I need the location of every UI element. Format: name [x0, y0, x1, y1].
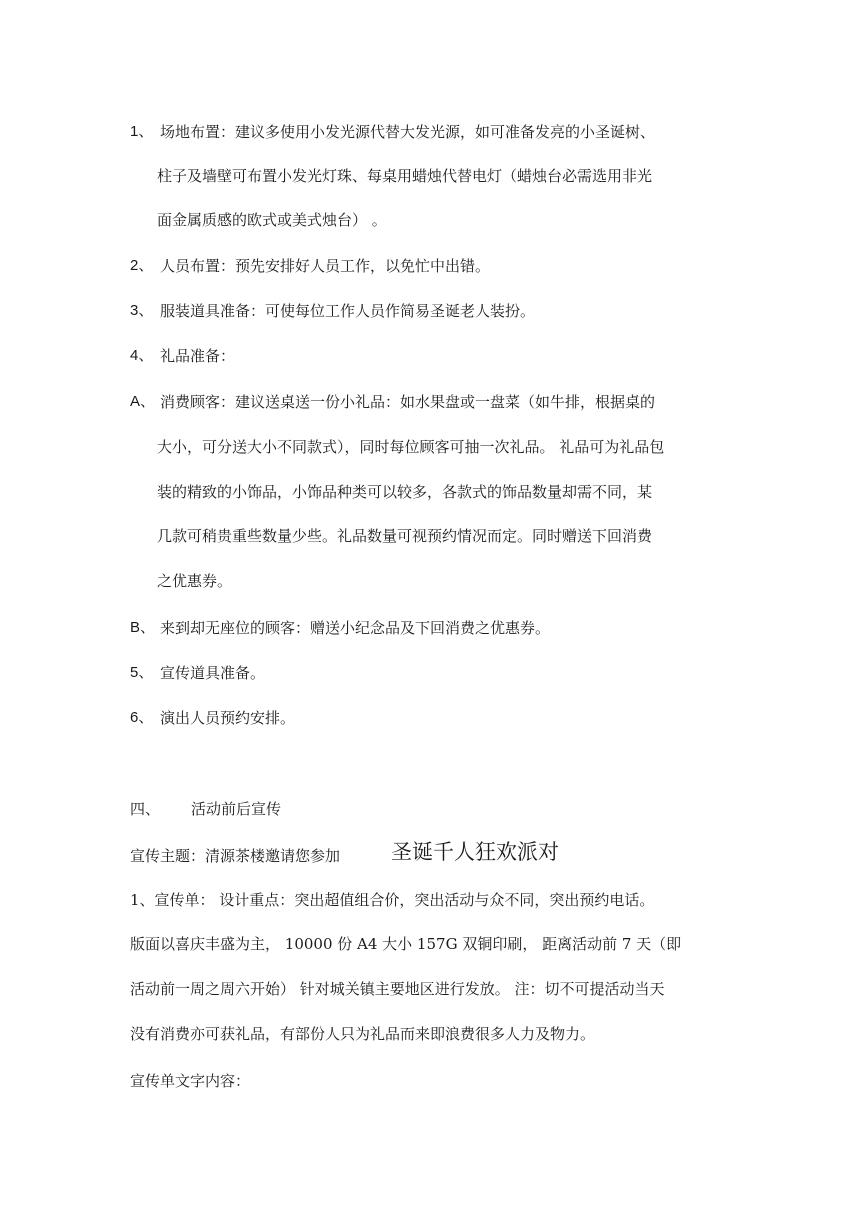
section-title: 活动前后宣传: [191, 800, 282, 818]
item-number: 6、: [130, 709, 154, 726]
item-text: 柱子及墙壁可布置小发光灯珠、每桌用蜡烛代替电灯（蜡烛台必需选用非光: [157, 167, 653, 185]
paragraph-text: 1、宣传单： 设计重点：突出超值组合价，突出活动与众不同，突出预约电话。: [130, 891, 655, 909]
paragraph-text: 宣传单文字内容：: [130, 1072, 251, 1090]
theme-title: 圣诞千人狂欢派对: [391, 840, 559, 864]
item-text: 礼品准备：: [160, 347, 236, 365]
item-text: 几款可稍贵重些数量少些。礼品数量可视预约情况而定。同时赠送下回消费: [157, 527, 653, 545]
item-text: 服装道具准备：可使每位工作人员作简易圣诞老人装扮。: [160, 302, 536, 320]
paragraph-text: 没有消费亦可获礼品，有部份人只为礼品而来即浪费很多人力及物力。: [130, 1025, 596, 1043]
item-number: A、: [130, 393, 156, 410]
item-text: 人员布置：预先安排好人员工作，以免忙中出错。: [160, 257, 491, 275]
item-number: 5、: [130, 664, 154, 681]
item-text: 场地布置：建议多使用小发光源代替大发光源，如可准备发亮的小圣诞树、: [160, 123, 656, 141]
item-text: 装的精致的小饰品，小饰品种类可以较多，各款式的饰品数量却需不同，某: [157, 483, 653, 501]
item-text: 大小，可分送大小不同款式），同时每位顾客可抽一次礼品。 礼品可为礼品包: [157, 438, 665, 456]
item-number: 1、: [130, 123, 154, 140]
item-number: 4、: [130, 347, 154, 364]
paragraph-text: 活动前一周之周六开始） 针对城关镇主要地区进行发放。 注：切不可提活动当天: [130, 980, 665, 998]
theme-label: 宣传主题：清源茶楼邀请您参加: [130, 847, 341, 865]
section-number: 四、: [130, 800, 161, 818]
item-text: 消费顾客：建议送桌送一份小礼品：如水果盘或一盘菜（如牛排，根据桌的: [160, 393, 656, 411]
paragraph-text: 版面以喜庆丰盛为主， 10000 份 A4 大小 157G 双铜印刷， 距离活动前 7 天（即: [130, 935, 682, 953]
item-text: 演出人员预约安排。: [160, 709, 296, 727]
item-text: 面金属质感的欧式或美式烛台） 。: [157, 211, 387, 229]
item-text: 宣传道具准备。: [160, 664, 266, 682]
item-text: 之优惠券。: [157, 572, 233, 590]
item-text: 来到却无座位的顾客：赠送小纪念品及下回消费之优惠券。: [160, 619, 551, 637]
item-number: B、: [130, 619, 156, 636]
item-number: 3、: [130, 302, 154, 319]
item-number: 2、: [130, 257, 154, 274]
